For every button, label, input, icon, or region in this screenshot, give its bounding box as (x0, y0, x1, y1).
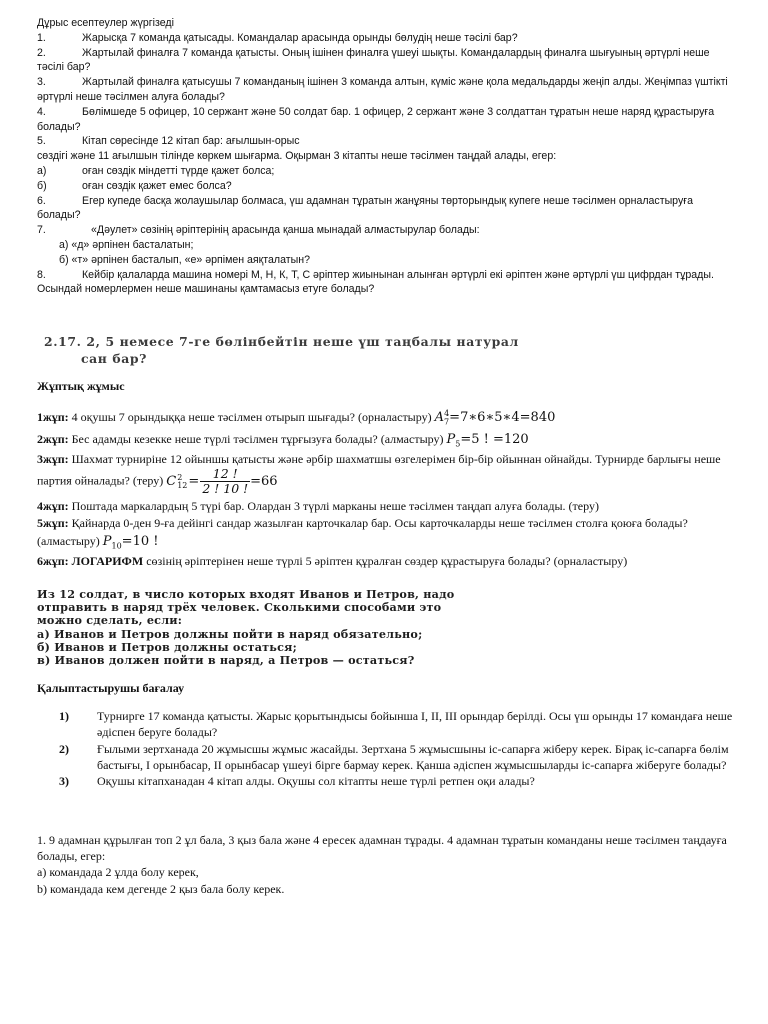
formative-list (37, 708, 738, 789)
pair-work-section (37, 378, 738, 570)
scan-ru-line1: Из 12 солдат, в число которых входят Иванов и Петров, надо (37, 587, 455, 601)
final-problem (37, 832, 738, 897)
scan-217-line1: 2.17. 2, 5 немесе 7-ге бөлінбейтін неше үш таңбалы натурал (44, 334, 519, 349)
formula-combination: C 2 12 = $\frac{12 !}{2 ! 10 !}$ =66 (166, 466, 278, 497)
scan-217-line2: сан бар? (81, 351, 147, 366)
task-5: 5. Кітап сөресінде 12 кітап бар: ағылшын-орыс (37, 135, 300, 148)
scan-problem-russian (37, 588, 454, 667)
task-3: 3. Жартылай финалға қатысушы 7 команданың ішінен 3 команда алтын, күміс және қола медальдарды жеңіп алды. Жеңімпаз үштікті әртүрлі неше тәсілмен алуға болады? (37, 76, 728, 103)
pair-work-heading: Жұптық жұмыс (37, 379, 125, 393)
formula-permutation-10: $P_{10}=10$ ! (102, 534, 159, 551)
task-7: 7. «Дәулет» сөзінің әріптерінің арасында қанша мынадай алмастырулар болады: (37, 224, 480, 237)
formative-item-3: 3) Оқушы кітапханадан 4 кітап алды. Оқушы сол кітапты неше түрлі ретпен оқи алады? (59, 774, 535, 789)
intro-section (37, 16, 738, 297)
formative-section (37, 680, 738, 789)
formative-heading: Қалыптастырушы бағалау (37, 681, 185, 695)
pair-1: 1жұп: 4 оқушы 7 орындыққа неше тәсілмен отырып шығады? (орналастыру) $A_7^4=7∗6∗5∗4=840$ (37, 408, 556, 427)
pair-4: 4жұп: Поштада маркалардың 5 түрі бар. Олардан 3 түрлі марканы неше тәсілмен таңдап алуға болады. (теру) (37, 499, 599, 514)
scan-ru-line3: можно сделать, если: (37, 613, 183, 628)
scan-ru-line6: в) Иванов должен пойти в наряд, а Петров — остаться? (37, 653, 415, 668)
final-problem-text: 1. 9 адамнан құрылған топ 2 ұл бала, 3 қыз бала және 4 ересек адамнан тұрады. 4 адамнан тұратын команданы неше тәсілмен таңдауға болады, егер: (37, 833, 727, 864)
scan-problem-2-17 (44, 333, 519, 367)
intro-title: Дұрыс есептеулер жүргізеді (37, 17, 174, 29)
task-8: 8. Кейбір қалаларда машина номері М, Н, К, Т, С әріптер жиынынан алынған әртүрлі екі әріптен және әртүрлі үш цифрдан тұрады. Осындай номерлермен неше машинаны қамтамасыз етуге болады? (37, 268, 714, 296)
task-5-sub-b: б) оған сөздік қажет емес болса? (37, 179, 232, 192)
task-5-sub-a: а) оған сөздік міндетті түрде қажет болса; (37, 164, 275, 177)
pair-6: 6жұп: ЛОГАРИФМ сөзінің әріптерінен неше түрлі 5 әріптен құралған сөздер құрастыруға болады? (орналастыру) (37, 554, 628, 569)
task-7-sub-a: а) «д» әрпінен басталатын; (59, 238, 194, 251)
formula-arrangement: $A_7^4=7∗6∗5∗4=840$ (434, 408, 556, 427)
formative-item-2: 2) Ғылыми зертханада 20 жұмысшы жұмыс жасайды. Зертхана 5 жұмысшыны іс-сапарға жіберу керек. Бірақ іс-сапарға бөлім бастығы, I орынбасар, II орынбасар үшеуі бірге бармау керек. Қанша әдіспен жұмысшыларды іс-сапарға жіберуге болады? (59, 741, 729, 772)
formative-item-1: 1) Турнирге 17 команда қатысты. Жарыс қорытындысы бойынша I, II, III орындар берілді. Осы үш орынды 17 командаға неше әдіспен беруге болады? (59, 709, 733, 740)
scan-ru-line2: отправить в наряд трёх человек. Сколькими способами это (37, 600, 442, 615)
scan-ru-line5: б) Иванов и Петров должны остаться; (37, 639, 297, 654)
final-problem-a: a) командада 2 ұлда болу керек, (37, 865, 199, 880)
task-7-sub-b: б) «т» әрпінен басталып, «е» әрпімен аяқталатын? (59, 253, 310, 266)
formula-permutation-5: $P_5=5$ ! =120 (446, 432, 529, 449)
pair-5: 5жұп: Қайнарда 0-ден 9-ға дейінгі сандар жазылған карточкалар бар. Осы карточкаларды неше тәсілмен столға қоюға болады? (алмастыру) $P_{10}=10$ ! (37, 516, 688, 551)
final-problem-b: b) командада кем дегенде 2 қыз бала болу керек. (37, 881, 285, 896)
scan-ru-line4: а) Иванов и Петров должны пойти в наряд обязательно; (37, 626, 423, 641)
task-2: 2. Жартылай финалға 7 команда қатысты. Оның ішінен финалға үшеуі шықты. Командалардың финалға шығуының әртүрлі неше тәсілі бар? (37, 46, 710, 74)
task-1: 1. Жарысқа 7 команда қатысады. Командалар арасында орынды бөлудің неше тәсілі бар? (37, 31, 518, 44)
pair-3: 3жұп: Шахмат турниріне 12 ойыншы қатысты және әрбір шахматшы өзгелерімен бір-бір ойыннан ойнайды. Турнирде барлығы неше партия ойналады? (теру) C 2 12 = $\frac{12 !}{2 ! 10 !}$ =66 (37, 452, 721, 497)
task-4: 4. Бөлімшеде 5 офицер, 10 сержант және 50 солдат бар. 1 офицер, 2 сержант және 3 солдаттан тұратын неше наряд құрастыруға болады? (37, 105, 715, 133)
pair-2: 2жұп: Бес адамды кезекке неше түрлі тәсілмен тұрғызуға болады? (алмастыру) $P_5=5$ ! =120 (37, 432, 529, 449)
task-5-continuation: сөздігі және 11 ағылшын тілінде көркем шығарма. Оқырман 3 кітапты неше тәсілмен таңдай алады, егер: (37, 150, 557, 163)
task-6: 6. Егер купеде басқа жолаушылар болмаса, үш адамнан тұратын жанұяны төрторындық купеге неше тәсілмен орналастыруға болады? (37, 194, 694, 222)
